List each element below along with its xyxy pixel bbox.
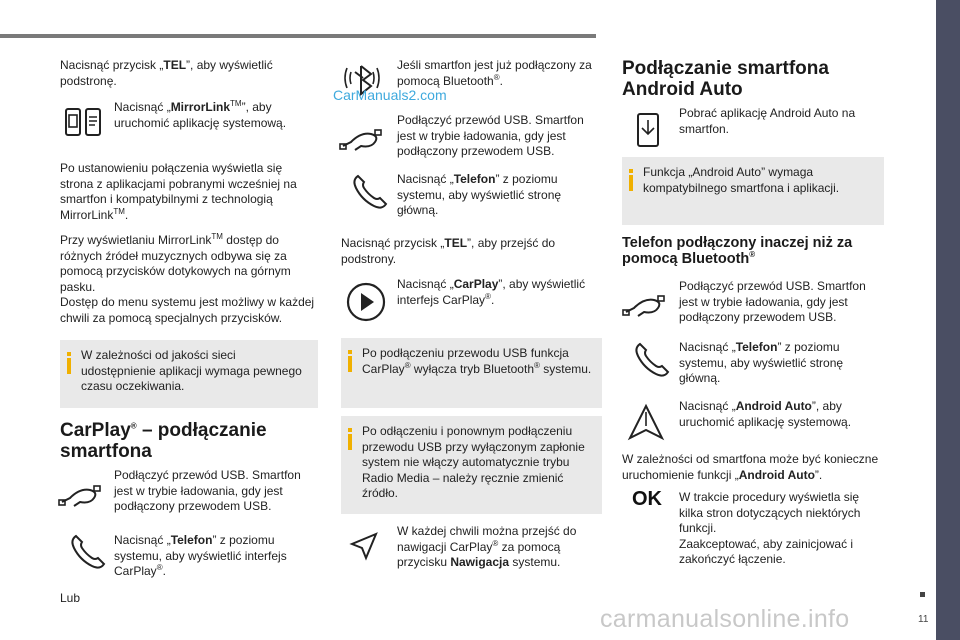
watermark: CarManuals2.com: [333, 87, 447, 103]
carplay-instruction: Nacisnąć „CarPlay”, aby wyświetlić interfejs CarPlay®.: [397, 277, 586, 307]
or-label: Lub: [60, 591, 81, 605]
bluetooth-instruction: Jeśli smartfon jest już podłączony za pomocą Bluetooth®.: [397, 58, 592, 88]
info-icon: [348, 350, 352, 372]
info-icon: [67, 352, 71, 374]
carplay-bluetooth-note: Po podłączeniu przewodu USB funkcja CarPlay® wyłącza tryb Bluetooth® systemu.: [341, 338, 602, 408]
usb-cable-icon: [56, 474, 104, 514]
network-note: W zależności od jakości sieci udostępnienie aplikacji wymaga pewnego czasu oczekiwania.: [60, 340, 318, 408]
android-auto-heading: Podłączanie smartfona Android Auto: [622, 58, 829, 100]
ok-icon: OK: [632, 488, 662, 510]
mirrorlink-instruction: Nacisnąć „MirrorLink™”, aby uruchomić aplikację systemową.: [114, 99, 287, 130]
music-sources-paragraph: Przy wyświetlaniu MirrorLink™ dostęp do różnych źródeł muzycznych odbywa się za pomocą przycisków dotykowych na górnym pasku. Dostęp do menu systemu jest możliwy w każdej chwili za pomocą specjalnych przycisków.: [60, 232, 315, 325]
phone-icon: [628, 338, 676, 378]
usb-instruction: Podłączyć przewód USB. Smartfon jest w trybie ładowania, gdy jest podłączony przewodem USB.: [397, 113, 584, 158]
carplay-usb-instruction: Podłączyć przewód USB. Smartfon jest w trybie ładowania, gdy jest podłączony przewodem USB.: [114, 468, 301, 513]
procedure-paragraph: W trakcie procedury wyświetla się kilka stron dotyczących niektórych funkcji. Zaakceptować, aby zainicjować i zakończyć łączenie.: [679, 490, 861, 566]
carplay-play-icon: [344, 280, 388, 324]
page-marker: [920, 592, 925, 597]
download-instruction: Pobrać aplikację Android Auto na smartfon.: [679, 106, 856, 136]
android-auto-note: Funkcja „Android Auto” wymaga kompatybilnego smartfona i aplikacji.: [622, 157, 884, 225]
carplay-heading: CarPlay® – podłączanie smartfona: [60, 420, 267, 462]
right-sidebar: [936, 0, 960, 640]
tel-instruction: Nacisnąć przycisk „TEL”, aby wyświetlić podstronę.: [60, 58, 273, 88]
android-dependency-paragraph: W zależności od smartfona może być konieczne uruchomienie funkcji „Android Auto”.: [622, 452, 879, 482]
phone-icon: [64, 530, 112, 570]
footer-watermark: carmanualsonline.info: [600, 605, 850, 633]
top-rule: [0, 34, 596, 38]
mirrorlink-icon: [60, 103, 108, 143]
info-icon: [348, 428, 352, 450]
connection-paragraph: Po ustanowieniu połączenia wyświetla się strona z aplikacjami pobranymi wcześniej na smartfon i kompatybilnymi z technologią MirrorLink™.: [60, 161, 297, 222]
navigation-arrow-icon: [346, 528, 382, 564]
non-bluetooth-heading: Telefon podłączony inaczej niż za pomocą Bluetooth®: [622, 235, 853, 267]
android-telefon-instruction: Nacisnąć „Telefon” z poziomu systemu, aby wyświetlić stronę główną.: [679, 340, 844, 385]
android-auto-instruction: Nacisnąć „Android Auto”, aby uruchomić aplikację systemową.: [679, 399, 852, 429]
usb-reconnect-note: Po odłączeniu i ponownym podłączeniu przewodu USB przy wyłączonym zapłonie system nie włączy automatycznie trybu Radio Media – należy ręcznie zmienić źródło.: [341, 416, 602, 514]
info-icon: [629, 169, 633, 191]
smartphone-download-icon: [630, 110, 666, 150]
usb-cable-icon: [337, 118, 385, 158]
android-auto-icon: [624, 402, 668, 442]
carplay-telefon-instruction: Nacisnąć „Telefon” z poziomu systemu, aby wyświetlić interfejs CarPlay®.: [114, 533, 287, 578]
page-number: 11: [918, 614, 929, 625]
phone-icon: [346, 170, 394, 210]
telefon-instruction: Nacisnąć „Telefon” z poziomu systemu, aby wyświetlić stronę główną.: [397, 172, 562, 217]
navigation-instruction: W każdej chwili można przejść do nawigacji CarPlay® za pomocą przycisku Nawigacja systemu.: [397, 524, 577, 569]
usb-cable-icon: [620, 284, 668, 324]
tel-subpage-instruction: Nacisnąć przycisk „TEL”, aby przejść do podstrony.: [341, 236, 556, 266]
android-usb-instruction: Podłączyć przewód USB. Smartfon jest w trybie ładowania, gdy jest podłączony przewodem USB.: [679, 279, 866, 324]
